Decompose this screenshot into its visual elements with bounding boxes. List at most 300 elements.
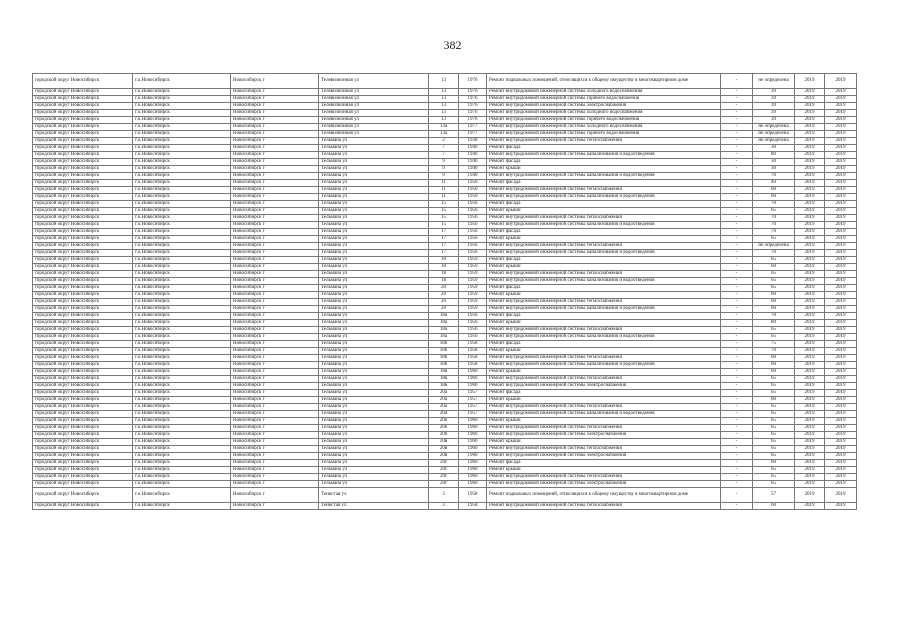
city-cell: Новосибирск г	[231, 131, 319, 138]
city-cell: Новосибирск г	[231, 103, 319, 110]
build-year-cell: 1959	[459, 299, 487, 306]
cost-cell: 40	[753, 180, 795, 187]
build-year-cell: 1960	[459, 432, 487, 439]
city-cell: Новосибирск г	[231, 250, 319, 257]
district-cell: г.о.Новосибирск	[133, 432, 231, 439]
city-cell: Новосибирск г	[231, 180, 319, 187]
table-row	[33, 236, 857, 243]
build-year-cell: 1976	[459, 74, 487, 89]
house-number-cell: 17	[429, 243, 459, 250]
work-type-cell: Ремонт внутридомовой инженерной системы канализования и водоотведения	[487, 222, 721, 229]
dash-cell: -	[721, 453, 753, 460]
work-type-cell: Ремонт фасада	[487, 285, 721, 292]
cost-cell: не определена	[753, 124, 795, 131]
city-cell: Новосибирск г	[231, 474, 319, 481]
table-row	[33, 152, 857, 159]
start-year-cell: 2019	[795, 173, 825, 180]
house-number-cell: 18б	[429, 362, 459, 369]
house-number-cell: 11	[429, 180, 459, 187]
house-number-cell: 18в	[429, 383, 459, 390]
start-year-cell: 2019	[795, 292, 825, 299]
table-row	[33, 439, 857, 446]
house-number-cell: 20а	[429, 411, 459, 418]
house-number-cell: 15	[429, 201, 459, 208]
end-year-cell: 2019	[825, 117, 857, 124]
street-cell: Телевизионная ул	[319, 131, 429, 138]
work-type-cell: Ремонт внутридомовой инженерной системы холодного водоснабжения	[487, 124, 721, 131]
municipality-cell: городской округ Новосибирск	[33, 292, 133, 299]
municipality-cell: городской округ Новосибирск	[33, 404, 133, 411]
district-cell: г.о.Новосибирск	[133, 236, 231, 243]
city-cell: Новосибирск г	[231, 481, 319, 488]
dash-cell: -	[721, 215, 753, 222]
street-cell: Тенистая ул	[319, 488, 429, 503]
municipality-cell: городской округ Новосибирск	[33, 327, 133, 334]
dash-cell: -	[721, 348, 753, 355]
build-year-cell: 1956	[459, 229, 487, 236]
end-year-cell: 2019	[825, 180, 857, 187]
district-cell: г.о.Новосибирск	[133, 201, 231, 208]
municipality-cell: городской округ Новосибирск	[33, 166, 133, 173]
city-cell: Новосибирск г	[231, 257, 319, 264]
end-year-cell: 2019	[825, 306, 857, 313]
end-year-cell: 2019	[825, 397, 857, 404]
start-year-cell: 2019	[795, 334, 825, 341]
work-type-cell: Ремонт крыши	[487, 166, 721, 173]
build-year-cell: 1956	[459, 327, 487, 334]
city-cell: Новосибирск г	[231, 404, 319, 411]
start-year-cell: 2019	[795, 474, 825, 481]
district-cell: г.о.Новосибирск	[133, 446, 231, 453]
dash-cell: -	[721, 89, 753, 96]
build-year-cell: 1958	[459, 503, 487, 510]
street-cell: Тельмана ул	[319, 334, 429, 341]
end-year-cell: 2019	[825, 243, 857, 250]
municipality-cell: городской округ Новосибирск	[33, 250, 133, 257]
end-year-cell: 2019	[825, 334, 857, 341]
start-year-cell: 2019	[795, 145, 825, 152]
municipality-cell: городской округ Новосибирск	[33, 369, 133, 376]
work-type-cell: Ремонт крыши	[487, 208, 721, 215]
district-cell: г.о.Новосибирск	[133, 264, 231, 271]
street-cell: Тельмана ул	[319, 355, 429, 362]
dash-cell: -	[721, 124, 753, 131]
build-year-cell: 1956	[459, 201, 487, 208]
street-cell: Тельмана ул	[319, 194, 429, 201]
work-type-cell: Ремонт крыши	[487, 369, 721, 376]
table-row	[33, 369, 857, 376]
street-cell: Тельмана ул	[319, 138, 429, 145]
dash-cell: -	[721, 222, 753, 229]
dash-cell: -	[721, 166, 753, 173]
house-number-cell: 18в	[429, 369, 459, 376]
municipality-cell: городской округ Новосибирск	[33, 194, 133, 201]
table-row	[33, 299, 857, 306]
district-cell: г.о.Новосибирск	[133, 369, 231, 376]
build-year-cell: 1976	[459, 117, 487, 124]
street-cell: Тельмана ул	[319, 229, 429, 236]
city-cell: Новосибирск г	[231, 292, 319, 299]
start-year-cell: 2019	[795, 208, 825, 215]
start-year-cell: 2019	[795, 404, 825, 411]
end-year-cell: 2019	[825, 348, 857, 355]
start-year-cell: 2019	[795, 369, 825, 376]
build-year-cell: 1950	[459, 187, 487, 194]
table-row	[33, 488, 857, 503]
start-year-cell: 2019	[795, 348, 825, 355]
work-type-cell: Ремонт внутридомовой инженерной системы теплоснабжения	[487, 404, 721, 411]
district-cell: г.о.Новосибирск	[133, 383, 231, 390]
start-year-cell: 2019	[795, 432, 825, 439]
district-cell: г.о.Новосибирск	[133, 152, 231, 159]
street-cell: Тельмана ул	[319, 180, 429, 187]
end-year-cell: 2019	[825, 250, 857, 257]
house-number-cell: 20б	[429, 432, 459, 439]
street-cell: Телевизионная ул	[319, 117, 429, 124]
end-year-cell: 2019	[825, 362, 857, 369]
end-year-cell: 2019	[825, 432, 857, 439]
street-cell: Тельмана ул	[319, 306, 429, 313]
dash-cell: -	[721, 264, 753, 271]
work-type-cell: Ремонт внутридомовой инженерной системы теплоснабжения	[487, 299, 721, 306]
city-cell: Новосибирск г	[231, 383, 319, 390]
street-cell: Тельмана ул	[319, 460, 429, 467]
street-cell: Тельмана ул	[319, 474, 429, 481]
work-type-cell: Ремонт внутридомовой инженерной системы теплоснабжения	[487, 243, 721, 250]
table-row	[33, 327, 857, 334]
city-cell: Новосибирск г	[231, 243, 319, 250]
start-year-cell: 2019	[795, 467, 825, 474]
municipality-cell: городской округ Новосибирск	[33, 236, 133, 243]
dash-cell: -	[721, 236, 753, 243]
dash-cell: -	[721, 152, 753, 159]
city-cell: Новосибирск г	[231, 173, 319, 180]
build-year-cell: 1956	[459, 222, 487, 229]
street-cell: Телевизионная ул	[319, 124, 429, 131]
work-type-cell: Ремонт внутридомовой инженерной системы теплоснабжения	[487, 355, 721, 362]
build-year-cell: 1959	[459, 306, 487, 313]
build-year-cell: 1977	[459, 131, 487, 138]
work-type-cell: Ремонт фасада	[487, 341, 721, 348]
end-year-cell: 2019	[825, 187, 857, 194]
city-cell: Новосибирск г	[231, 236, 319, 243]
municipality-cell: городской округ Новосибирск	[33, 425, 133, 432]
house-number-cell: 18б	[429, 355, 459, 362]
end-year-cell: 2019	[825, 222, 857, 229]
cost-cell: 65	[753, 425, 795, 432]
end-year-cell: 2019	[825, 299, 857, 306]
start-year-cell: 2019	[795, 376, 825, 383]
municipality-cell: городской округ Новосибирск	[33, 446, 133, 453]
end-year-cell: 2019	[825, 236, 857, 243]
district-cell: г.о.Новосибирск	[133, 215, 231, 222]
district-cell: г.о.Новосибирск	[133, 306, 231, 313]
table-row	[33, 180, 857, 187]
cost-cell: 65	[753, 208, 795, 215]
city-cell: Новосибирск г	[231, 215, 319, 222]
street-cell: Телевизионная ул	[319, 96, 429, 103]
city-cell: Новосибирск г	[231, 229, 319, 236]
work-type-cell: Ремонт фасада	[487, 180, 721, 187]
street-cell: Тельмана ул	[319, 264, 429, 271]
dash-cell: -	[721, 334, 753, 341]
dash-cell: -	[721, 446, 753, 453]
street-cell: Тельмана ул	[319, 390, 429, 397]
dash-cell: -	[721, 439, 753, 446]
start-year-cell: 2019	[795, 159, 825, 166]
table-row	[33, 285, 857, 292]
street-cell: Тельмана ул	[319, 271, 429, 278]
house-number-cell: 3	[429, 503, 459, 510]
house-number-cell: 20б	[429, 418, 459, 425]
table-row	[33, 348, 857, 355]
table-row	[33, 306, 857, 313]
work-type-cell: Ремонт крыши	[487, 467, 721, 474]
municipality-cell: городской округ Новосибирск	[33, 215, 133, 222]
house-number-cell: 13	[429, 117, 459, 124]
start-year-cell: 2019	[795, 194, 825, 201]
cost-cell: 60	[753, 397, 795, 404]
municipality-cell: городской округ Новосибирск	[33, 159, 133, 166]
district-cell: г.о.Новосибирск	[133, 271, 231, 278]
build-year-cell: 1977	[459, 124, 487, 131]
district-cell: г.о.Новосибирск	[133, 411, 231, 418]
cost-cell: 39	[753, 110, 795, 117]
end-year-cell: 2019	[825, 166, 857, 173]
street-cell: Тельмана ул	[319, 348, 429, 355]
table-row	[33, 250, 857, 257]
start-year-cell: 2019	[795, 187, 825, 194]
dash-cell: -	[721, 180, 753, 187]
build-year-cell: 1940	[459, 152, 487, 159]
cost-cell: 39	[753, 103, 795, 110]
end-year-cell: 2019	[825, 327, 857, 334]
district-cell: г.о.Новосибирск	[133, 418, 231, 425]
city-cell: Новосибирск г	[231, 341, 319, 348]
city-cell: Новосибирск г	[231, 355, 319, 362]
end-year-cell: 2019	[825, 215, 857, 222]
house-number-cell: 13	[429, 103, 459, 110]
cost-cell: 65	[753, 278, 795, 285]
district-cell: г.о.Новосибирск	[133, 278, 231, 285]
municipality-cell: городской округ Новосибирск	[33, 418, 133, 425]
street-cell: Тельмана ул	[319, 215, 429, 222]
municipality-cell: городской округ Новосибирск	[33, 131, 133, 138]
house-number-cell: 18а	[429, 313, 459, 320]
street-cell: Тельмана ул	[319, 173, 429, 180]
dash-cell: -	[721, 488, 753, 503]
table-row	[33, 278, 857, 285]
municipality-cell: городской округ Новосибирск	[33, 299, 133, 306]
start-year-cell: 2019	[795, 96, 825, 103]
build-year-cell: 1960	[459, 418, 487, 425]
build-year-cell: 1957	[459, 390, 487, 397]
work-type-cell: Ремонт внутридомовой инженерной системы канализования и водоотведения	[487, 278, 721, 285]
dash-cell: -	[721, 110, 753, 117]
build-year-cell: 1960	[459, 460, 487, 467]
house-number-cell: 20б	[429, 425, 459, 432]
table-row	[33, 397, 857, 404]
dash-cell: -	[721, 138, 753, 145]
table-row	[33, 404, 857, 411]
build-year-cell: 1938	[459, 138, 487, 145]
start-year-cell: 2019	[795, 341, 825, 348]
district-cell: г.о.Новосибирск	[133, 503, 231, 510]
cost-cell: 70	[753, 215, 795, 222]
end-year-cell: 2019	[825, 96, 857, 103]
build-year-cell: 1976	[459, 110, 487, 117]
city-cell: Новосибирск г	[231, 306, 319, 313]
house-number-cell: 20г	[429, 467, 459, 474]
city-cell: Новосибирск г	[231, 334, 319, 341]
end-year-cell: 2019	[825, 446, 857, 453]
build-year-cell: 1959	[459, 257, 487, 264]
house-number-cell: 13	[429, 89, 459, 96]
cost-cell: 65	[753, 236, 795, 243]
street-cell: Тельмана ул	[319, 446, 429, 453]
city-cell: Новосибирск г	[231, 264, 319, 271]
build-year-cell: 1959	[459, 285, 487, 292]
city-cell: Новосибирск г	[231, 124, 319, 131]
house-number-cell: 20г	[429, 481, 459, 488]
table-row	[33, 229, 857, 236]
street-cell: Тельмана ул	[319, 278, 429, 285]
city-cell: Новосибирск г	[231, 446, 319, 453]
cost-cell: 65	[753, 446, 795, 453]
district-cell: г.о.Новосибирск	[133, 250, 231, 257]
end-year-cell: 2019	[825, 355, 857, 362]
house-number-cell: 9	[429, 173, 459, 180]
page-number: 382	[443, 38, 462, 52]
table-row	[33, 243, 857, 250]
table-row	[33, 467, 857, 474]
table-row	[33, 187, 857, 194]
work-type-cell: Ремонт крыши	[487, 320, 721, 327]
build-year-cell: 1957	[459, 397, 487, 404]
start-year-cell: 2019	[795, 152, 825, 159]
street-cell: Тельмана ул	[319, 166, 429, 173]
municipality-cell: городской округ Новосибирск	[33, 74, 133, 89]
build-year-cell: 1960	[459, 369, 487, 376]
cost-cell: 70	[753, 348, 795, 355]
table-row	[33, 376, 857, 383]
district-cell: г.о.Новосибирск	[133, 117, 231, 124]
street-cell: Тельмана ул	[319, 236, 429, 243]
build-year-cell: 1956	[459, 215, 487, 222]
district-cell: г.о.Новосибирск	[133, 488, 231, 503]
start-year-cell: 2019	[795, 180, 825, 187]
work-type-cell: Ремонт внутридомовой инженерной системы канализования и водоотведения	[487, 411, 721, 418]
city-cell: Новосибирск г	[231, 145, 319, 152]
district-cell: г.о.Новосибирск	[133, 131, 231, 138]
city-cell: Новосибирск г	[231, 138, 319, 145]
build-year-cell: 1956	[459, 236, 487, 243]
city-cell: Новосибирск г	[231, 348, 319, 355]
city-cell: Новосибирск г	[231, 74, 319, 89]
district-cell: г.о.Новосибирск	[133, 145, 231, 152]
start-year-cell: 2019	[795, 327, 825, 334]
municipality-cell: городской округ Новосибирск	[33, 271, 133, 278]
end-year-cell: 2019	[825, 110, 857, 117]
end-year-cell: 2019	[825, 390, 857, 397]
district-cell: г.о.Новосибирск	[133, 355, 231, 362]
table-row	[33, 215, 857, 222]
municipality-cell: городской округ Новосибирск	[33, 180, 133, 187]
house-number-cell: 18	[429, 264, 459, 271]
end-year-cell: 2019	[825, 503, 857, 510]
city-cell: Новосибирск г	[231, 369, 319, 376]
start-year-cell: 2019	[795, 229, 825, 236]
start-year-cell: 2019	[795, 425, 825, 432]
cost-cell: 65	[753, 327, 795, 334]
district-cell: г.о.Новосибирск	[133, 285, 231, 292]
city-cell: Новосибирск г	[231, 453, 319, 460]
house-number-cell: 15	[429, 222, 459, 229]
dash-cell: -	[721, 257, 753, 264]
start-year-cell: 2019	[795, 278, 825, 285]
district-cell: г.о.Новосибирск	[133, 194, 231, 201]
cost-cell: 60	[753, 292, 795, 299]
start-year-cell: 2019	[795, 313, 825, 320]
cost-cell: 65	[753, 467, 795, 474]
cost-cell: 60	[753, 362, 795, 369]
municipality-cell: городской округ Новосибирск	[33, 474, 133, 481]
district-cell: г.о.Новосибирск	[133, 313, 231, 320]
start-year-cell: 2019	[795, 383, 825, 390]
municipality-cell: городской округ Новосибирск	[33, 222, 133, 229]
work-type-cell: Ремонт внутридомовой инженерной системы электроснабжения	[487, 383, 721, 390]
municipality-cell: городской округ Новосибирск	[33, 103, 133, 110]
municipality-cell: городской округ Новосибирск	[33, 320, 133, 327]
house-number-cell: 20г	[429, 460, 459, 467]
end-year-cell: 2019	[825, 404, 857, 411]
end-year-cell: 2019	[825, 89, 857, 96]
district-cell: г.о.Новосибирск	[133, 103, 231, 110]
house-number-cell: 9	[429, 159, 459, 166]
house-number-cell: 11	[429, 194, 459, 201]
cost-cell: 65	[753, 404, 795, 411]
start-year-cell: 2019	[795, 124, 825, 131]
work-type-cell: Ремонт внутридомовой инженерной системы канализования и водоотведения	[487, 306, 721, 313]
cost-cell: не определена	[753, 243, 795, 250]
work-type-cell: Ремонт крыши	[487, 348, 721, 355]
street-cell: Тельмана ул	[319, 467, 429, 474]
end-year-cell: 2019	[825, 145, 857, 152]
dash-cell: -	[721, 96, 753, 103]
district-cell: г.о.Новосибирск	[133, 166, 231, 173]
street-cell: Тенистая ул	[319, 503, 429, 510]
district-cell: г.о.Новосибирск	[133, 187, 231, 194]
dash-cell: -	[721, 411, 753, 418]
end-year-cell: 2019	[825, 278, 857, 285]
cost-cell: 65	[753, 432, 795, 439]
municipality-cell: городской округ Новосибирск	[33, 257, 133, 264]
build-year-cell: 1956	[459, 243, 487, 250]
house-number-cell: 13а	[429, 124, 459, 131]
street-cell: Тельмана ул	[319, 208, 429, 215]
work-type-cell: Ремонт крыши	[487, 292, 721, 299]
dash-cell: -	[721, 285, 753, 292]
cost-cell: 70	[753, 313, 795, 320]
build-year-cell: 1976	[459, 89, 487, 96]
build-year-cell: 1940	[459, 173, 487, 180]
municipality-cell: городской округ Новосибирск	[33, 110, 133, 117]
start-year-cell: 2019	[795, 250, 825, 257]
municipality-cell: городской округ Новосибирск	[33, 96, 133, 103]
start-year-cell: 2019	[795, 89, 825, 96]
table-row	[33, 432, 857, 439]
work-type-cell: Ремонт крыши	[487, 264, 721, 271]
